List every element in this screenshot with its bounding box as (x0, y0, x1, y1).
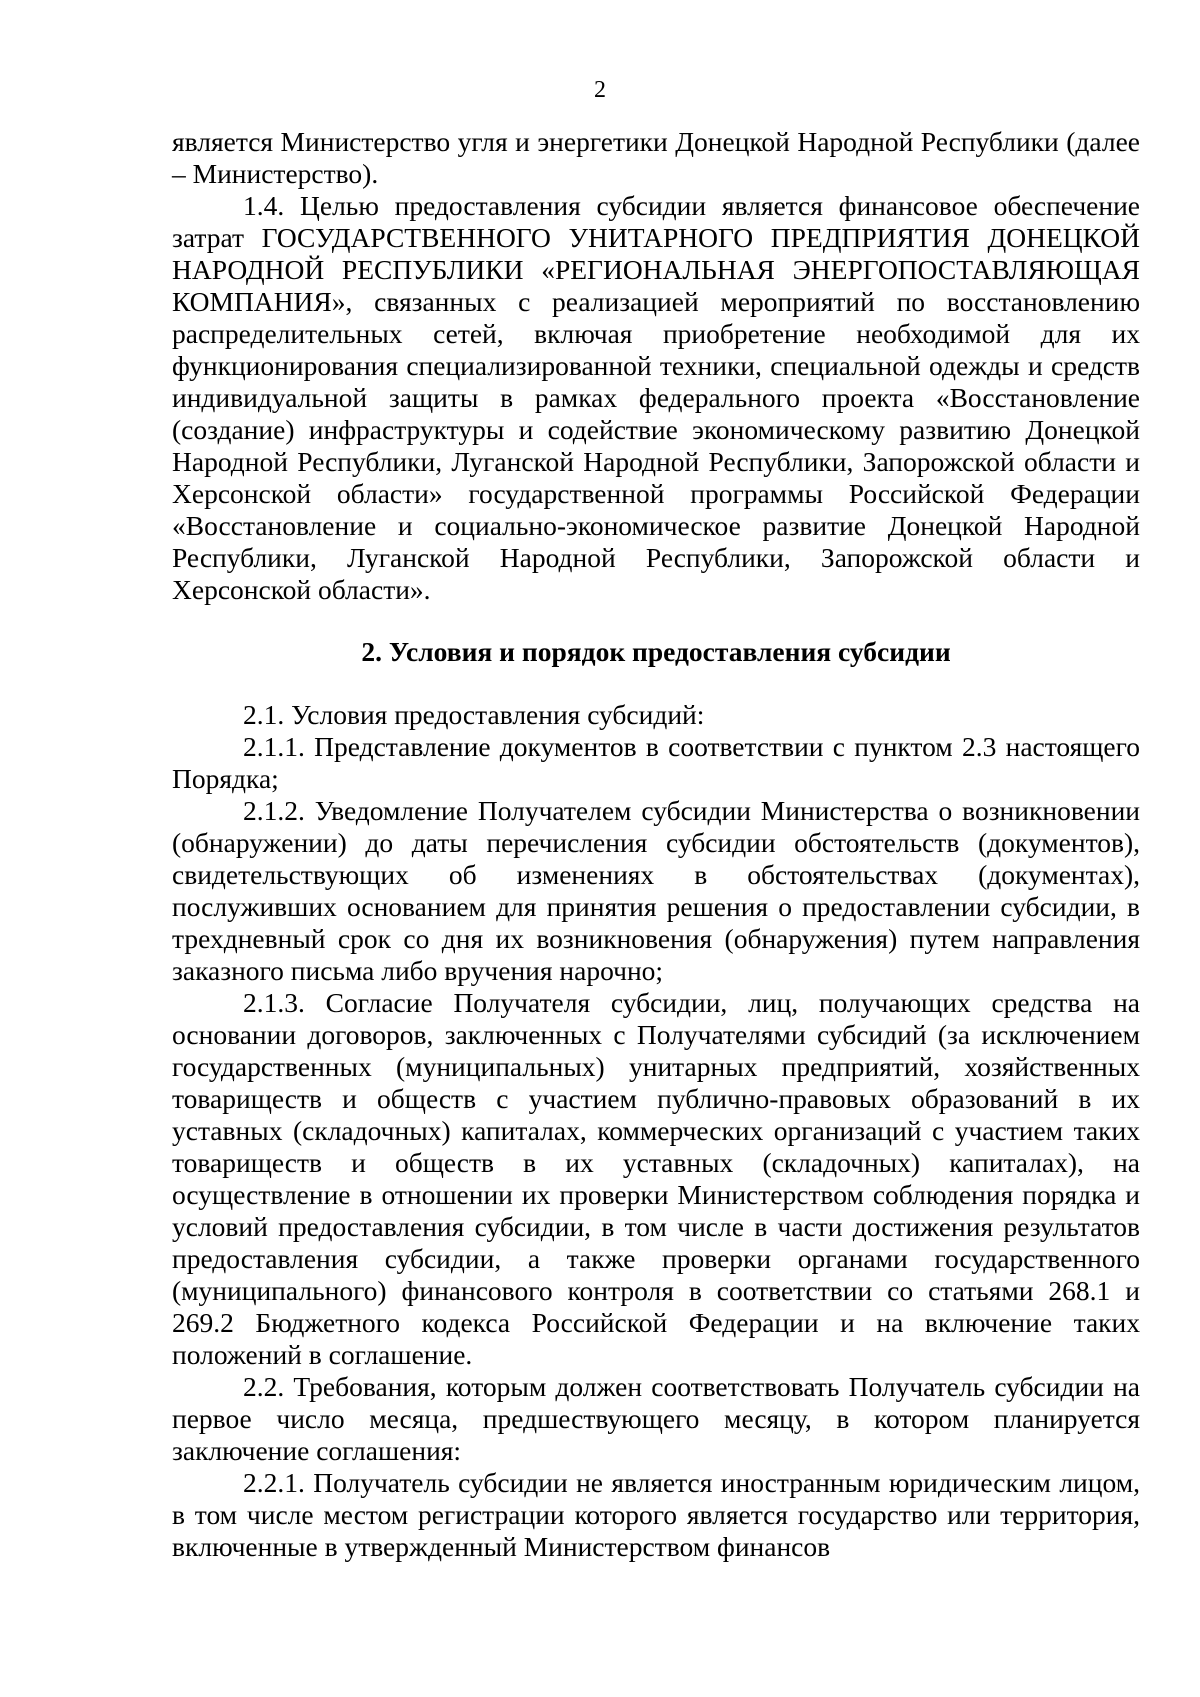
paragraph-continuation: является Министерство угля и энергетики Донецкой Народной Республики (далее – Министерство). (172, 126, 1140, 189)
paragraph-2-1-3: 2.1.3. Согласие Получателя субсидии, лиц, получающих средства на основании договоров, заключенных с Получателями субсидий (за исключением государственных (муниципальных) унитарных предприятий, хозяйственных товариществ и обществ с участием публично-правовых образований в их уставных (складочных) капиталах, коммерческих организаций с участием таких товариществ и обществ в их уставных (складочных) капиталах), на осуществление в отношении их проверки Министерством соблюдения порядка и условий предоставления субсидии, в том числе в части достижения результатов предоставления субсидии, а также проверки органами государственного (муниципального) финансового контроля в соответствии со статьями 268.1 и 269.2 Бюджетного кодекса Российской Федерации и на включение таких положений в соглашение. (172, 987, 1140, 1370)
paragraph-1-4: 1.4. Целью предоставления субсидии является финансовое обеспечение затрат ГОСУДАРСТВЕННОГО УНИТАРНОГО ПРЕДПРИЯТИЯ ДОНЕЦКОЙ НАРОДНОЙ РЕСПУБЛИКИ «РЕГИОНАЛЬНАЯ ЭНЕРГОПОСТАВЛЯЮЩАЯ КОМПАНИЯ», связанных с реализацией мероприятий по восстановлению распределительных сетей, включая приобретение необходимой для их функционирования специализированной техники, специальной одежды и средств индивидуальной защиты в рамках федерального проекта «Восстановление (создание) инфраструктуры и содействие экономическому развитию Донецкой Народной Республики, Луганской Народной Республики, Запорожской области и Херсонской области» государственной программы Российской Федерации «Восстановление и социально-экономическое развитие Донецкой Народной Республики, Луганской Народной Республики, Запорожской области и Херсонской области». (172, 190, 1140, 605)
paragraph-2-1-1: 2.1.1. Представление документов в соответствии с пунктом 2.3 настоящего Порядка; (172, 731, 1140, 794)
section-heading: 2. Условия и порядок предоставления субсидии (361, 636, 951, 667)
paragraph-2-1: 2.1. Условия предоставления субсидий: (243, 699, 705, 730)
paragraph-2-2-1: 2.2.1. Получатель субсидии не является иностранным юридическим лицом, в том числе местом регистрации которого является государство или территория, включенные в утвержденный Министерством финансов (172, 1467, 1140, 1562)
page-number: 2 (594, 77, 606, 103)
paragraph-2-2: 2.2. Требования, которым должен соответствовать Получатель субсидии на первое число месяца, предшествующего месяцу, в котором планируется заключение соглашения: (172, 1371, 1140, 1466)
document-body (172, 126, 1140, 1563)
paragraph-2-1-2: 2.1.2. Уведомление Получателем субсидии Министерства о возникновении (обнаружении) до даты перечисления субсидии обстоятельств (документов), свидетельствующих об изменениях в обстоятельствах (документах), послуживших основанием для принятия решения о предоставлении субсидии, в трехдневный срок со дня их возникновения (обнаружения) путем направления заказного письма либо вручения нарочно; (172, 795, 1140, 986)
